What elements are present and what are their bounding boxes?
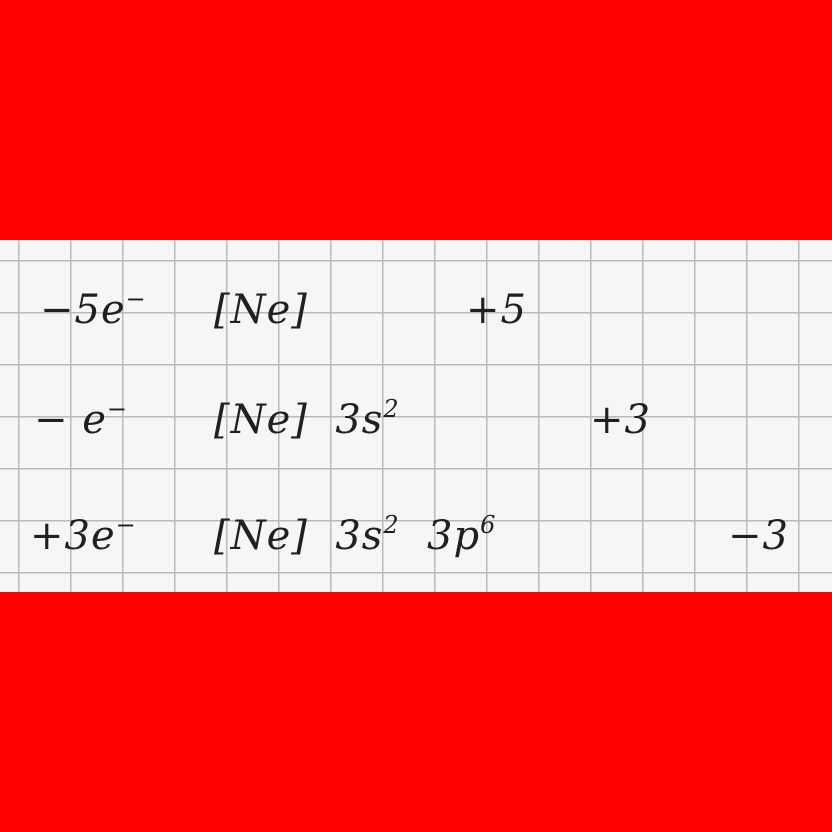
orbital-term: $3p^6$ (427, 511, 497, 559)
ion-charge: −3 (728, 513, 789, 559)
ion-charge: +5 (466, 287, 527, 333)
electron-change: −5e− (40, 285, 147, 333)
electron-configuration: [Ne] (214, 287, 308, 333)
red-border-top (0, 0, 832, 240)
graph-paper-note (0, 240, 832, 592)
electron-configuration: [Ne] $3s^2$ $3p^6$ (214, 511, 497, 559)
ion-row-3 (0, 506, 832, 566)
ion-row-2 (0, 390, 832, 450)
orbital-term: $3s^2$ (335, 395, 400, 443)
electron-change: − e− (34, 395, 129, 443)
ion-charge: +3 (590, 397, 651, 443)
red-border-bottom (0, 592, 832, 832)
electron-change: +3e− (30, 511, 137, 559)
orbital-term: $3s^2$ (335, 511, 400, 559)
electron-configuration: [Ne] $3s^2$ (214, 395, 400, 443)
ion-row-1 (0, 280, 832, 340)
